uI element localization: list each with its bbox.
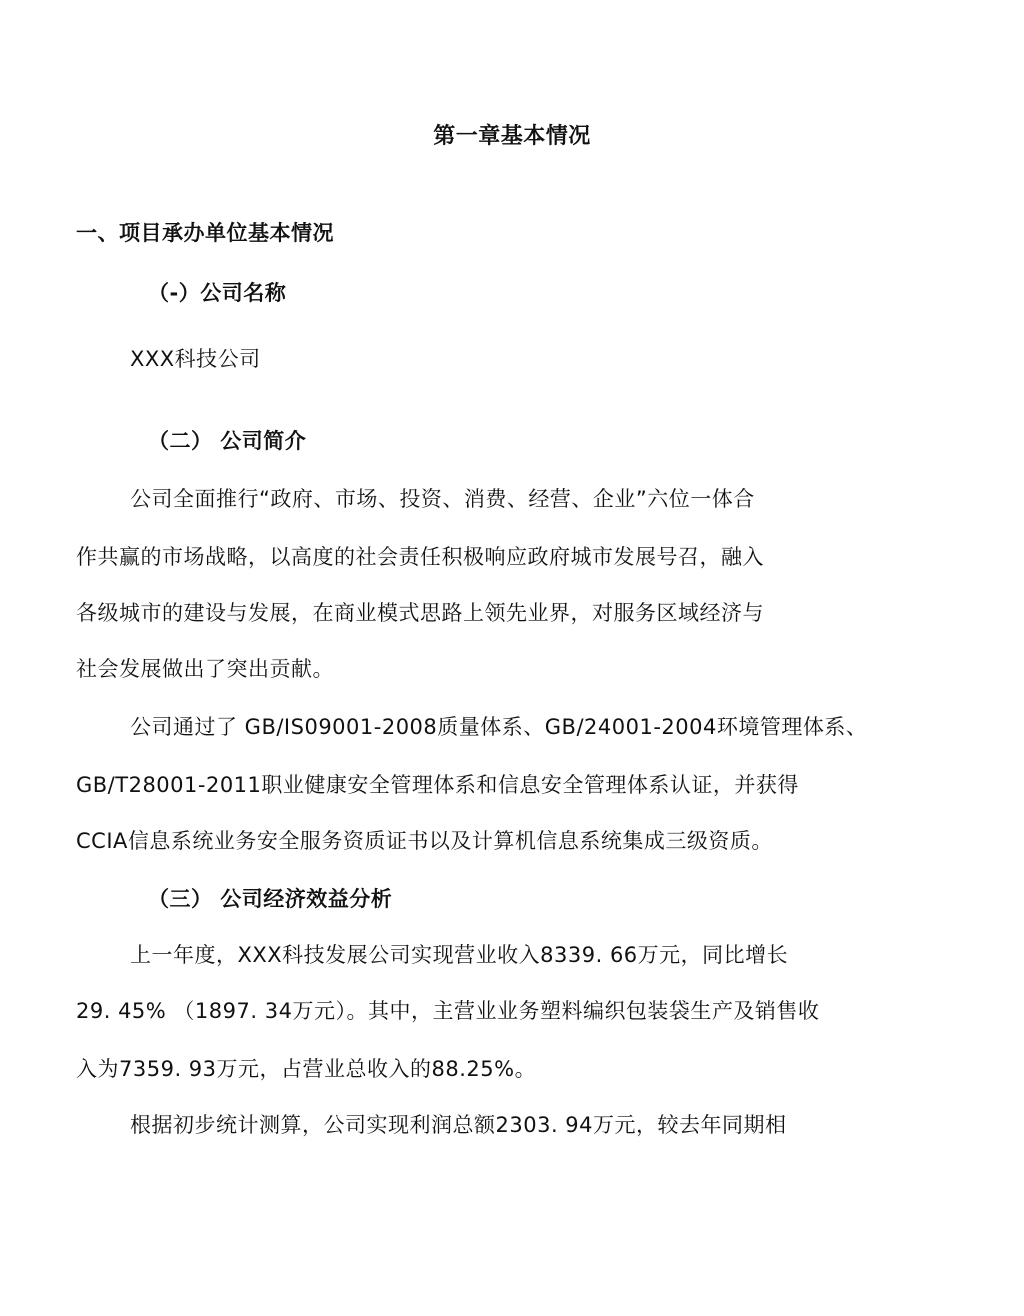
paragraph-line: GB/T28001-2011职业健康安全管理体系和信息安全管理体系认证，并获得	[76, 773, 799, 797]
subsection-heading-company-name: （-）公司名称	[148, 281, 287, 305]
paragraph-line: 上一年度，XXX科技发展公司实现营业收入8339. 66万元，同比增长	[130, 943, 789, 967]
chapter-title: 第一章基本情况	[433, 124, 591, 149]
company-name-text: XXX科技公司	[130, 347, 261, 371]
paragraph-line: 29. 45% （1897. 34万元）。其中，主营业业务塑料编织包装袋生产及销售收	[76, 999, 820, 1023]
paragraph-line: 社会发展做出了突出贡献。	[76, 657, 334, 681]
section-heading: 一、项目承办单位基本情况	[76, 221, 334, 245]
paragraph-line: 根据初步统计测算，公司实现利润总额2303. 94万元，较去年同期相	[130, 1113, 787, 1137]
subsection-heading-economic-analysis: （三） 公司经济效益分析	[148, 887, 393, 911]
paragraph-line: 公司通过了 GB/IS09001-2008质量体系、GB/24001-2004环境管理体系、	[130, 715, 868, 739]
subsection-heading-company-profile: （二） 公司简介	[148, 429, 307, 453]
paragraph-line: 入为7359. 93万元，占营业总收入的88.25%。	[76, 1057, 537, 1081]
paragraph-line: 各级城市的建设与发展，在商业模式思路上领先业界，对服务区域经济与	[76, 601, 764, 625]
paragraph-line: 公司全面推行“政府、市场、投资、消费、经营、企业”六位一体合	[130, 487, 755, 511]
paragraph-line: CCIA信息系统业务安全服务资质证书以及计算机信息系统集成三级资质。	[76, 829, 773, 853]
paragraph-line: 作共赢的市场战略，以高度的社会责任积极响应政府城市发展号召，融入	[76, 545, 764, 569]
